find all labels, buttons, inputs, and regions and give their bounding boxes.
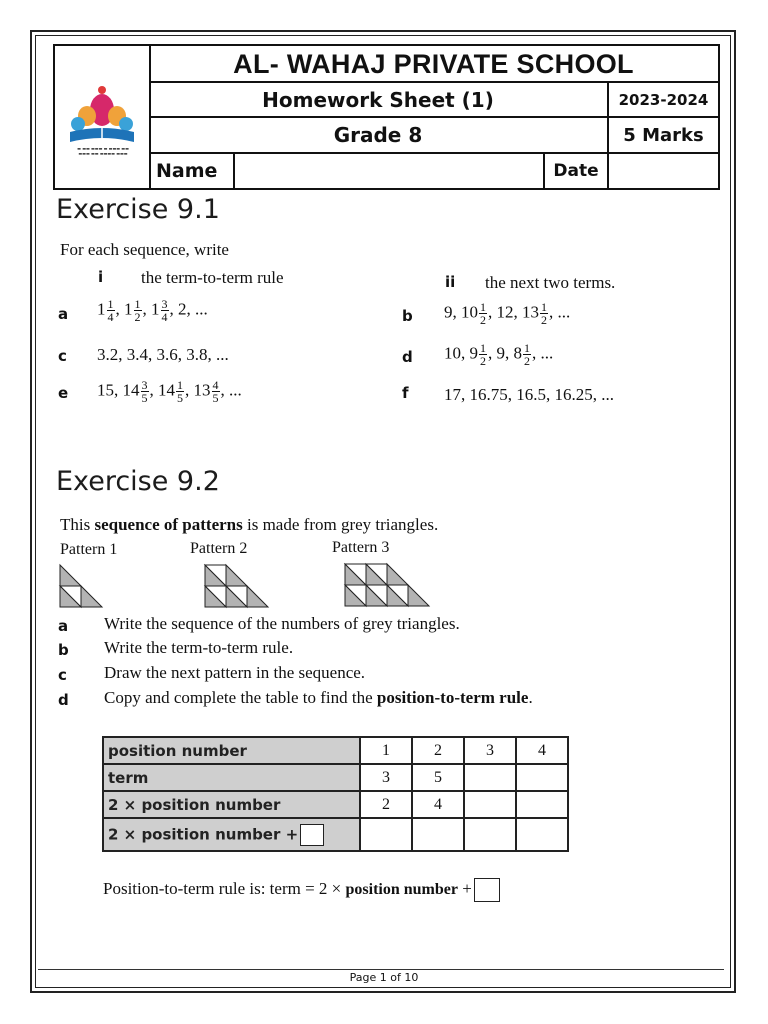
table-row bbox=[103, 764, 568, 791]
part-ii-label: ii bbox=[445, 273, 456, 291]
table-cell[interactable] bbox=[516, 764, 568, 791]
table-cell: 2 bbox=[360, 791, 412, 818]
question-c-text: Draw the next pattern in the sequence. bbox=[104, 663, 366, 682]
date-field[interactable] bbox=[607, 154, 718, 188]
rule-pre: Position-to-term rule is: term = 2 × bbox=[103, 878, 346, 898]
logo-cell bbox=[55, 46, 151, 188]
pattern-3-figure bbox=[345, 564, 441, 606]
pattern-1-label: Pattern 1 bbox=[60, 541, 118, 558]
table-cell[interactable] bbox=[464, 764, 516, 791]
table-cell: 3 bbox=[360, 764, 412, 791]
answer-box[interactable] bbox=[300, 824, 324, 846]
question-d-label: d bbox=[58, 691, 69, 709]
row-header-term: term bbox=[103, 764, 360, 791]
table-cell[interactable] bbox=[464, 791, 516, 818]
rule-post: + bbox=[457, 878, 472, 898]
ex2-intro bbox=[60, 515, 438, 535]
question-b-text: Write the term-to-term rule. bbox=[104, 638, 294, 657]
item-d-sequence: 10, 9 $\frac{1}{2}$ , 9, 8 $\frac{1}{2}$ , ... bbox=[444, 341, 554, 368]
pattern-3-label: Pattern 3 bbox=[332, 539, 390, 556]
marks-label: 5 Marks bbox=[607, 118, 718, 152]
question-d-pre: Copy and complete the table to find the bbox=[104, 688, 377, 707]
date-label: Date bbox=[543, 154, 607, 188]
school-name: AL- WAHAJ PRIVATE SCHOOL bbox=[233, 49, 634, 79]
row-header-double-plus-text: 2 × position number + bbox=[108, 825, 299, 843]
exercise-9-1-title: Exercise 9.1 bbox=[56, 194, 220, 225]
page-number: Page 1 of 10 bbox=[349, 971, 419, 984]
exercise-9-2-title: Exercise 9.2 bbox=[56, 466, 220, 497]
row-header-double-plus bbox=[103, 818, 360, 851]
position-table bbox=[102, 736, 569, 852]
question-c-label: c bbox=[58, 666, 67, 684]
rule-sentence bbox=[103, 878, 500, 902]
pattern-2-figure bbox=[205, 565, 277, 607]
item-d-label: d bbox=[402, 348, 413, 366]
table-row bbox=[103, 737, 568, 764]
table-cell: 3 bbox=[464, 737, 516, 764]
ex2-intro-bold: sequence of patterns bbox=[94, 515, 243, 534]
table-cell: 4 bbox=[516, 737, 568, 764]
table-cell[interactable] bbox=[360, 818, 412, 851]
row-header-double: 2 × position number bbox=[103, 791, 360, 818]
table-cell: 2 bbox=[412, 737, 464, 764]
header-table bbox=[53, 44, 720, 190]
question-b-label: b bbox=[58, 641, 69, 659]
item-f-label: f bbox=[402, 384, 409, 402]
part-i-text: the term-to-term rule bbox=[141, 268, 284, 287]
title-row bbox=[149, 83, 718, 118]
question-d-post: . bbox=[528, 688, 533, 707]
item-a-label: a bbox=[58, 305, 69, 323]
table-row bbox=[103, 818, 568, 851]
item-b-sequence: 9, 10 $\frac{1}{2}$ , 12, 13 $\frac{1}{2}$ , ... bbox=[444, 300, 571, 327]
name-date-row bbox=[149, 154, 718, 188]
row-header-position: position number bbox=[103, 737, 360, 764]
item-c-label: c bbox=[58, 347, 67, 365]
table-cell[interactable] bbox=[516, 791, 568, 818]
question-d-bold: position-to-term rule bbox=[376, 688, 529, 707]
name-label: Name bbox=[156, 160, 218, 182]
rule-answer-box[interactable] bbox=[474, 878, 500, 902]
pattern-2-label: Pattern 2 bbox=[190, 540, 248, 557]
question-a-text: Write the sequence of the numbers of grey triangles. bbox=[104, 614, 460, 633]
grade-row bbox=[149, 118, 718, 154]
item-b-label: b bbox=[402, 307, 413, 325]
item-a-sequence: 1 $\frac{1}{4}$ , 1 $\frac{1}{2}$ , 1 $\frac{3}{4}$ , 2, ... bbox=[97, 297, 208, 324]
question-a-label: a bbox=[58, 617, 69, 635]
table-cell: 4 bbox=[412, 791, 464, 818]
school-row bbox=[149, 46, 718, 83]
item-c-sequence: 3.2, 3.4, 3.6, 3.8, ... bbox=[97, 345, 229, 364]
pattern-1-figure bbox=[60, 565, 110, 607]
item-e-sequence: 15, 14 $\frac{3}{5}$ , 14 $\frac{1}{5}$ , 13 $\frac{4}{5}$ , ... bbox=[97, 378, 242, 405]
table-row bbox=[103, 791, 568, 818]
table-cell[interactable] bbox=[516, 818, 568, 851]
ex2-intro-post: is made from grey triangles. bbox=[242, 515, 439, 534]
question-d-text bbox=[104, 688, 533, 708]
item-f-sequence: 17, 16.75, 16.5, 16.25, ... bbox=[444, 385, 614, 404]
name-field[interactable] bbox=[233, 154, 543, 188]
part-ii-text: the next two terms. bbox=[485, 273, 616, 292]
table-cell: 5 bbox=[412, 764, 464, 791]
table-cell[interactable] bbox=[464, 818, 516, 851]
ex1-intro: For each sequence, write bbox=[60, 240, 229, 259]
rule-bold: position number bbox=[345, 880, 458, 898]
school-year: 2023-2024 bbox=[607, 83, 718, 116]
table-cell[interactable] bbox=[412, 818, 464, 851]
part-i-label: i bbox=[98, 268, 104, 286]
footer-divider bbox=[38, 969, 724, 970]
logo-caption: ▬ ▬▬ ▬▬▬ ▬ ▬▬▬ ▬▬ ▬▬▬ ▬▬ ▬▬▬▬ ▬▬▬ bbox=[77, 146, 129, 156]
grade-label: Grade 8 bbox=[333, 123, 423, 147]
sheet-title: Homework Sheet (1) bbox=[262, 87, 494, 112]
item-e-label: e bbox=[58, 384, 69, 402]
ex2-intro-pre: This bbox=[60, 515, 95, 534]
table-cell: 1 bbox=[360, 737, 412, 764]
